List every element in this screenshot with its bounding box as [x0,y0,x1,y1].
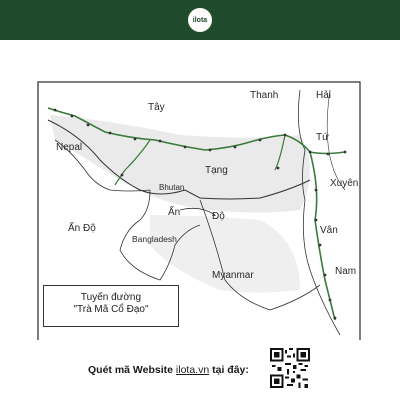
label-thanh: Thanh [250,90,279,101]
label-nam: Nam [335,266,357,277]
label-an-do: Ấn Độ [68,223,96,234]
label-bangladesh: Bangladesh [132,234,177,244]
label-tang: Tạng [205,165,228,176]
label-myanmar: Myanmar [212,270,254,281]
label-xuyen: Xuyên [330,178,359,189]
label-do: Độ [212,211,225,222]
ilota-logo[interactable]: ilota [188,8,212,32]
label-van: Vân [320,225,338,236]
legend-line-2: "Trà Mã Cổ Đạo" [73,304,149,315]
website-cta [88,364,249,376]
label-tay: Tây [148,102,165,113]
label-bhutan: Bhutan [159,183,185,192]
label-nepal: Nepal [56,142,83,153]
cta-suffix: tại đây: [209,364,249,376]
label-tu: Tứ [316,132,329,143]
map-legend [43,285,179,327]
qr-code-icon[interactable] [270,348,310,388]
website-link[interactable]: ilota.vn [175,364,210,376]
header-bar [0,0,400,40]
label-hai: Hải [316,90,332,101]
legend-line-1: Tuyến đường [80,292,142,303]
cta-prefix: Quét mã Website [88,364,176,376]
footer [0,340,400,400]
label-an: Ấn [168,207,181,218]
